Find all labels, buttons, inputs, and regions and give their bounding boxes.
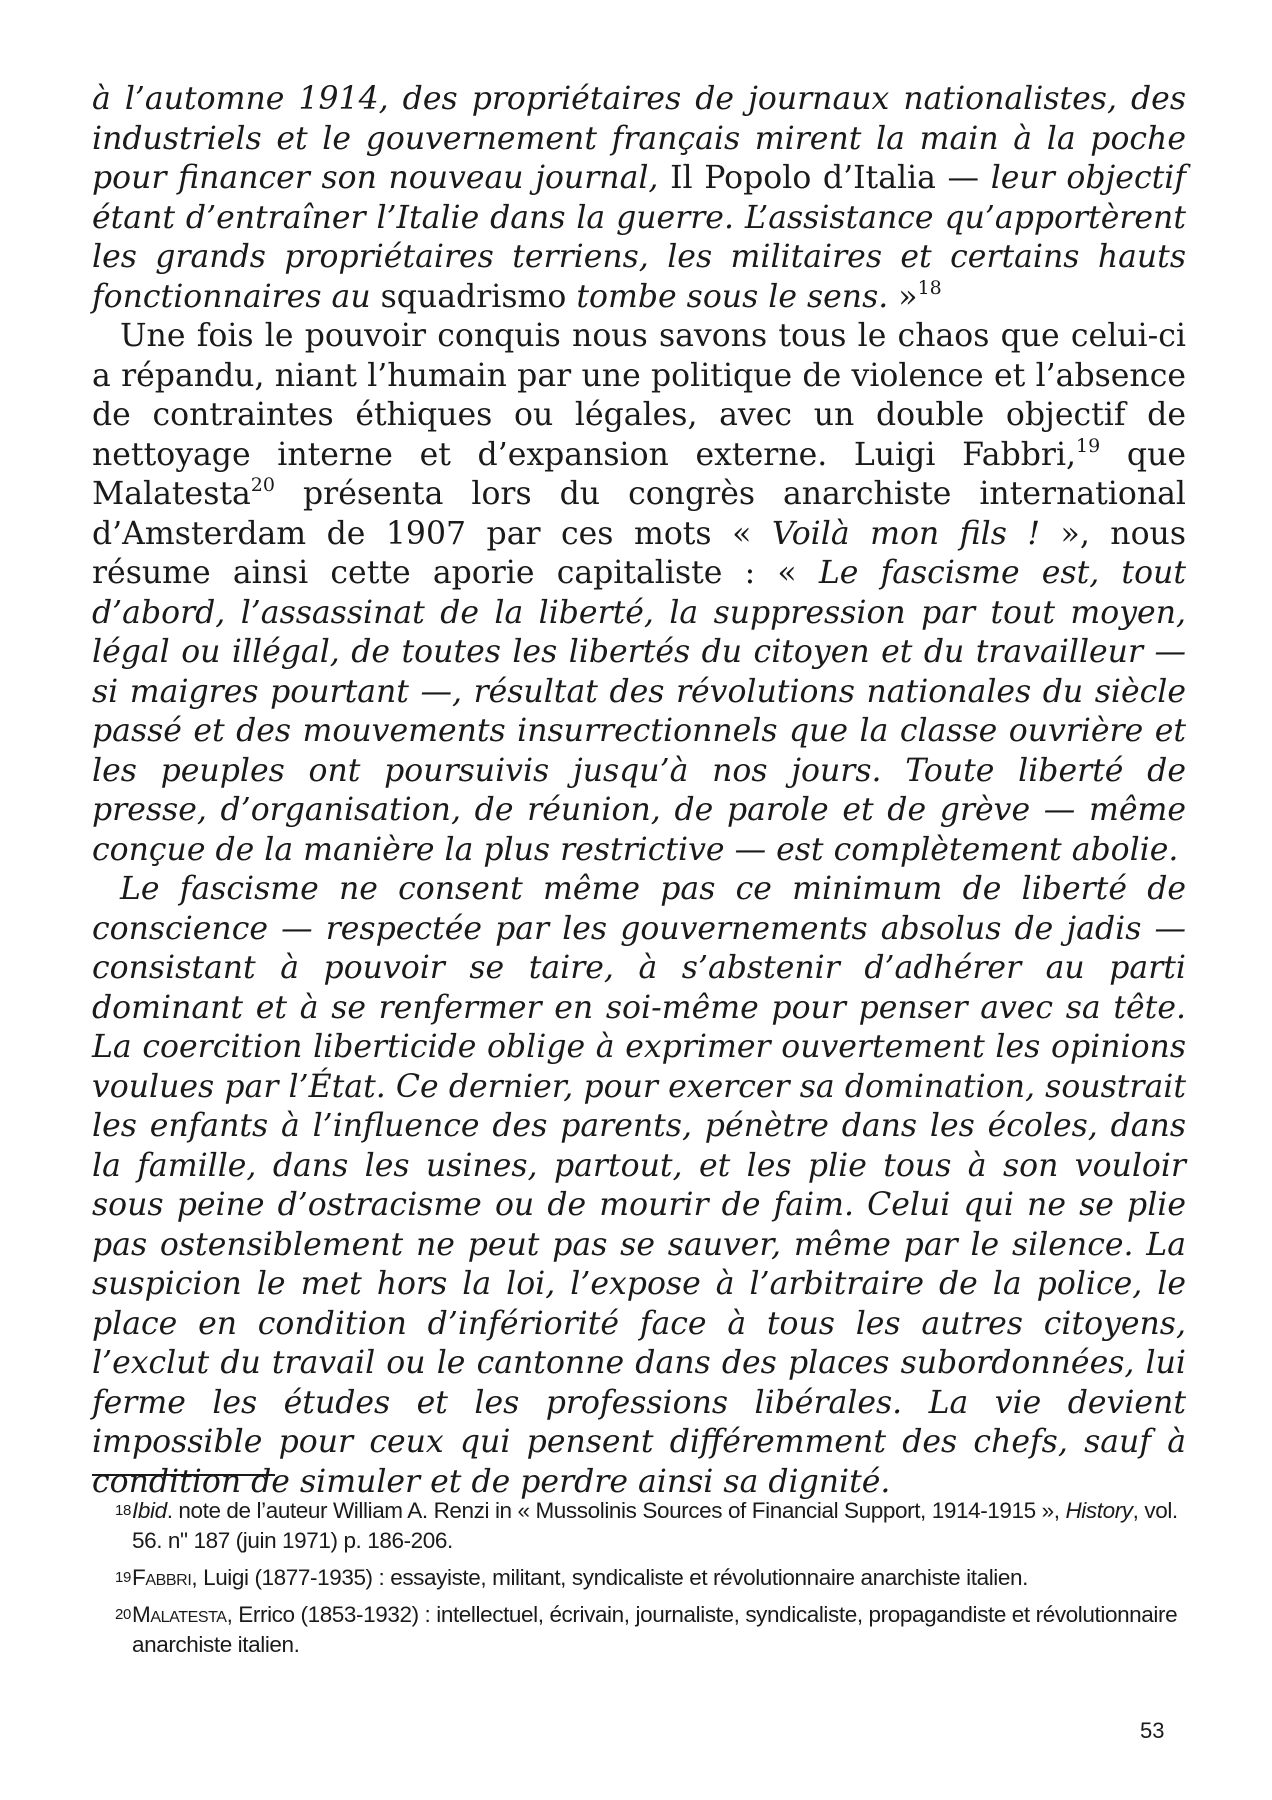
journal-name: History: [1065, 1498, 1133, 1523]
footnotes: [92, 1496, 1192, 1667]
footnote-19: [92, 1563, 1192, 1593]
paragraph-1-quote-start: à l’automne 1914, des propriétaires de journaux nationalistes, des industriels et le gouvernement français mirent la main à la poche pour financer son nouveau journal,: [92, 81, 1186, 196]
paragraph-1-dash: —: [935, 160, 991, 196]
footnote-separator: [92, 1474, 275, 1476]
paragraph-2: [92, 317, 1186, 870]
footnote-18-source: . note de l’auteur William A. Renzi in « Mussolinis Sources of Financial Support, 1914-1915 »,: [166, 1498, 1066, 1523]
paragraph-1-quote-end: tombe sous le sens.: [566, 278, 889, 315]
page-body: [92, 80, 1186, 1502]
voila-mon-fils: Voilà mon fils !: [771, 515, 1041, 552]
footnote-number: 18: [115, 1502, 131, 1519]
paragraph-3: Le fascisme ne consent même pas ce minimum de liberté de conscience — respectée par les gouvernements absolus de jadis — consistant à pouvoir se taire, à s’abstenir d’adhérer au parti dominant et à se renfermer en soi-même pour penser avec sa tête. La coercition liberticide oblige à exprimer ouvertement les opinions voulues par l’État. Ce dernier, pour exercer sa domination, soustrait les enfants à l’influence des parents, pénètre dans les écoles, dans la famille, dans les usines, partout, et les plie tous à son vouloir sous peine d’ostracisme ou de mourir de faim. Celui qui ne se plie pas ostensiblement ne peut pas se sauver, même par le silence. La suspicion le met hors la loi, l’expose à l’arbitraire de la police, le place en condition d’infériorité face à tous les autres citoyens, l’exclut du travail ou le cantonne dans des places subordonnées, lui ferme les études et les professions libérales. La vie devient impossible pour ceux qui pensent différemment des chefs, sauf à condition de simuler et de perdre ainsi sa dignité.: [92, 871, 1186, 1500]
closing-guillemet: »: [888, 278, 918, 315]
paragraph-2-malatesta: que Malatesta: [92, 436, 1186, 512]
ibid-label: Ibid: [132, 1498, 167, 1523]
footnote-20: [92, 1600, 1192, 1660]
squadrismo-term: squadrismo: [380, 278, 567, 315]
footnote-18: [92, 1496, 1192, 1556]
fabbri-quote: Le fascisme est, tout d’abord, l’assassinat de la liberté, la suppression par tout moyen, légal ou illégal, de toutes les libertés du citoyen et du travailleur — si maigres pourtant —, résultat des révolutions nationales du siècle passé et des mouvements insurrectionnels que la classe ouvrière et les peuples ont poursuivis jusqu’à nos jours. Toute liberté de presse, d’organisation, de réunion, de parole et de grève — même conçue de la manière la plus restrictive — est complètement abolie.: [92, 555, 1186, 868]
footnote-18-citation: , vol. 56. n" 187 (juin 1971) p. 186-206.: [132, 1498, 1178, 1553]
author-surname: Malatesta: [132, 1602, 227, 1627]
paragraph-1-quote-middle: leur objectif étant d’entraîner l’Italie dans la guerre. L’assistance qu’apportèrent les grands propriétaires terriens, les militaires et certains hauts fonctionnaires au: [92, 160, 1186, 315]
footnote-ref-20[interactable]: 20: [250, 474, 275, 496]
newspaper-title: Il Popolo d’Italia: [670, 160, 936, 196]
footnote-number: 19: [115, 1569, 131, 1586]
footnote-number: 20: [115, 1606, 131, 1623]
author-surname: Fabbri: [132, 1565, 192, 1590]
footnote-20-bio: , Errico (1853-1932) : intellectuel, écrivain, journaliste, syndicaliste, propagandiste et révolutionnaire anarchiste italien.: [132, 1602, 1178, 1657]
paragraph-2-intro: Une fois le pouvoir conquis nous savons tous le chaos que celui-ci a répandu, niant l’humain par une politique de violence et l’absence de contraintes éthiques ou légales, avec un double objectif de nettoyage interne et d’expansion externe. Luigi Fabbri,: [92, 318, 1186, 473]
footnote-ref-19[interactable]: 19: [1076, 434, 1101, 457]
footnote-text: [132, 1600, 1192, 1660]
main-text: [92, 80, 1186, 1502]
paragraph-1: [92, 80, 1186, 317]
footnote-ref-18[interactable]: 18: [917, 276, 942, 299]
footnote-text: [132, 1563, 1192, 1593]
paragraph-2-summary: », nous résume ainsi cette aporie capitaliste : «: [92, 515, 1187, 591]
page-number: 53: [1140, 1718, 1165, 1743]
footnote-19-bio: , Luigi (1877-1935) : essayiste, militant, syndicaliste et révolutionnaire anarchiste italien.: [191, 1565, 1028, 1590]
footnote-text: [132, 1496, 1192, 1556]
paragraph-2-congress: présenta lors du congrès anarchiste international d’Amsterdam de 1907 par ces mots «: [92, 476, 1186, 552]
